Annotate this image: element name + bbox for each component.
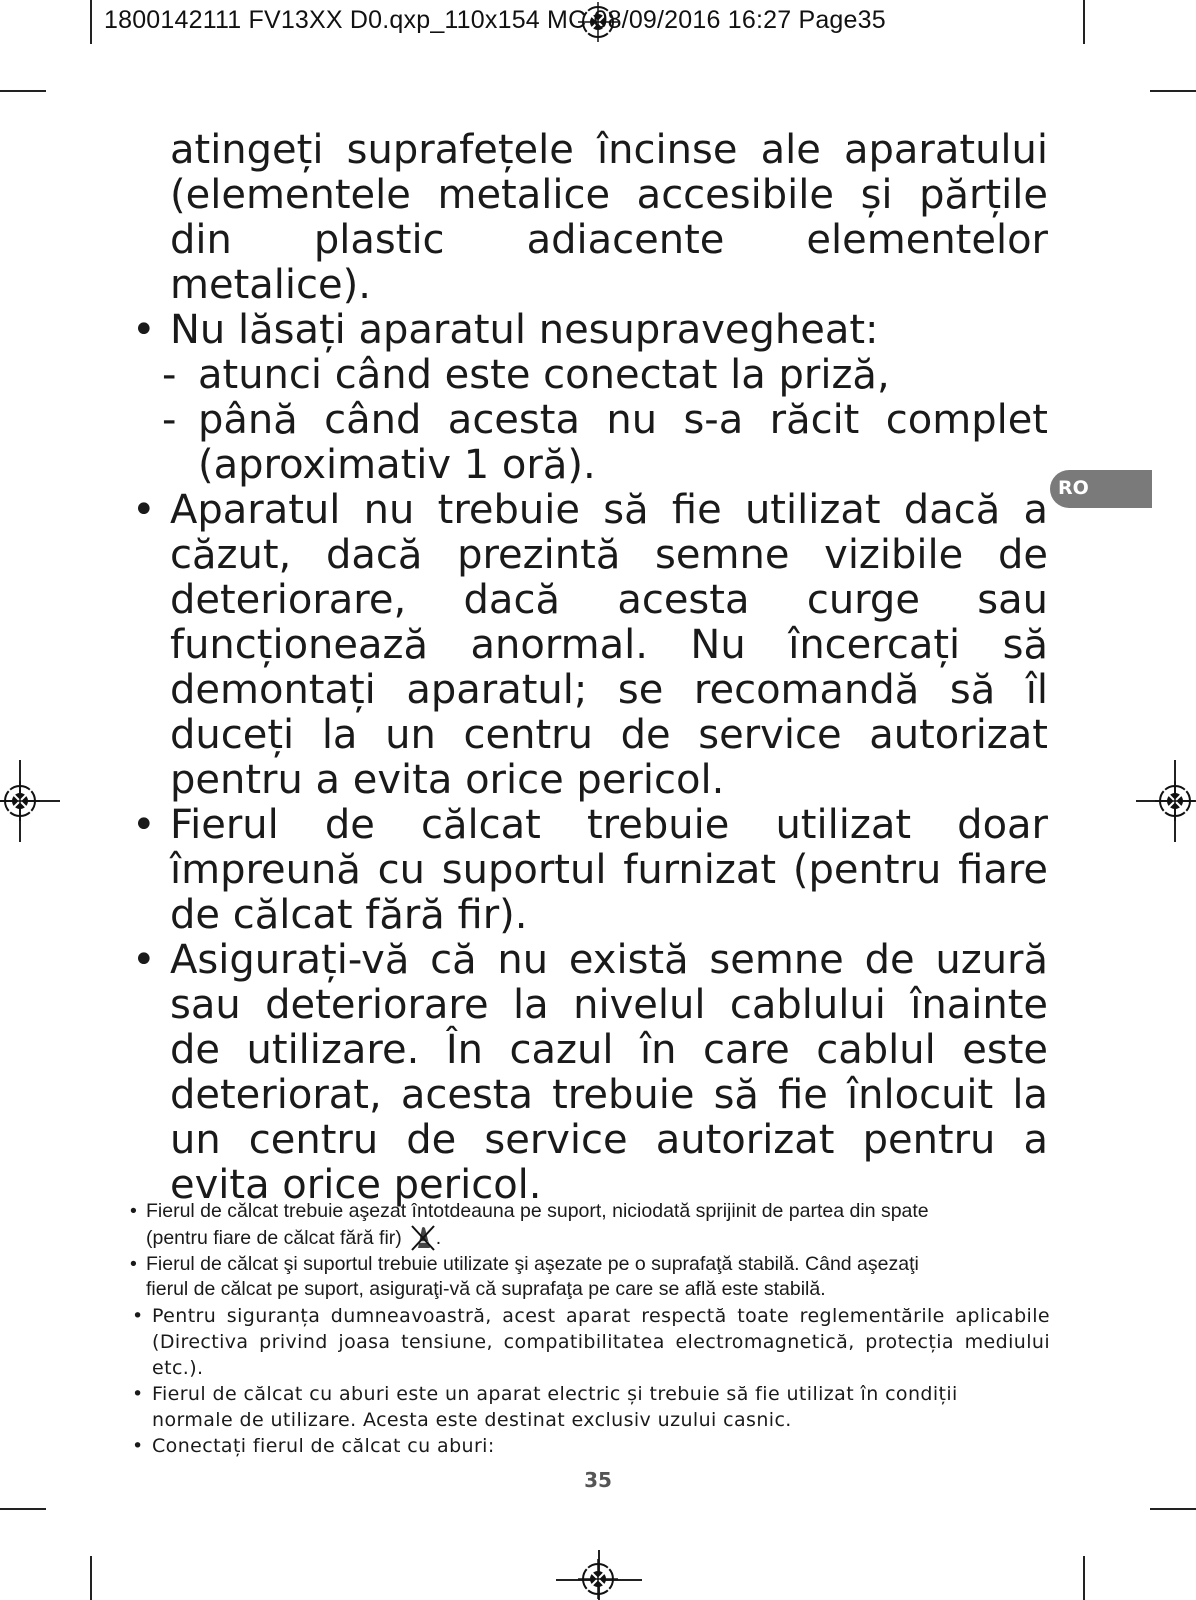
dash-marker: - [162, 352, 177, 398]
bullet-text: Fierul de călcat trebuie utilizat doar împreună cu suportul furnizat (pentru fiare de călcat fără fir). [170, 802, 1048, 938]
note-item [126, 1381, 1050, 1433]
note-item [126, 1303, 1050, 1381]
crop-mark [1083, 0, 1085, 44]
bullet-marker: • [130, 1253, 137, 1275]
crop-mark [1083, 1556, 1085, 1600]
note-item [126, 1433, 1050, 1459]
note-item [126, 1199, 1050, 1252]
language-tab [1050, 470, 1152, 508]
note-text: (pentru fiare de călcat fără fir) [146, 1227, 402, 1249]
bullet-item [126, 938, 1048, 1208]
note-text: Fierul de călcat trebuie aşezat întotdeauna pe suport, niciodată sprijinit de partea din spate [146, 1200, 929, 1222]
registration-mark-icon [1155, 781, 1195, 821]
bullet-marker: • [132, 802, 156, 848]
sub-item-text: atunci când este conectat la priză, [198, 352, 890, 398]
bullet-marker: • [130, 1200, 137, 1222]
note-text: Fierul de călcat cu aburi este un aparat electric și trebuie să fie utilizat în condiții [152, 1383, 958, 1405]
intro-paragraph: atingeți suprafețele încinse ale aparatului (elementele metalice accesibile și părțile din plastic adiacente elementelor metalice). [170, 127, 1048, 308]
main-body [126, 128, 1048, 1208]
sub-item [126, 353, 1048, 398]
note-text: Conectați fierul de călcat cu aburi: [152, 1435, 495, 1457]
note-text: normale de utilizare. Acesta este destinat exclusiv uzului casnic. [152, 1409, 792, 1431]
iron-upright-crossed-icon [410, 1224, 436, 1252]
bullet-text: Asigurați-vă că nu există semne de uzură sau deteriorare la nivelul cablului înainte de utilizare. În cazul în care cablul este deteriorat, acesta trebuie să fie înlocuit la un centru de service autorizat pentru a evita orice pericol. [170, 937, 1048, 1208]
bullet-item [126, 803, 1048, 938]
sub-item [126, 398, 1048, 488]
crop-mark [0, 90, 46, 92]
language-tab-label: RO [1058, 477, 1089, 499]
note-item [126, 1252, 1050, 1302]
bullet-marker: • [132, 1435, 144, 1457]
bullet-marker: • [132, 937, 156, 983]
crop-mark [1150, 1508, 1196, 1510]
bullet-text: Nu lăsați aparatul nesupravegheat: [170, 307, 879, 353]
dash-marker: - [162, 397, 177, 443]
bullet-marker: • [132, 307, 156, 353]
bullet-item [126, 488, 1048, 803]
registration-mark-icon [578, 1559, 618, 1599]
page-number: 35 [584, 1468, 612, 1492]
bullet-marker: • [132, 1383, 144, 1405]
notes-section [126, 1199, 1050, 1459]
crop-mark [90, 0, 92, 44]
print-slug: 1800142111 FV13XX D0.qxp_110x154 MC 08/09/2016 16:27 Page35 [104, 6, 886, 34]
note-text-end: . [435, 1227, 442, 1249]
sub-item-text: până când acesta nu s-a răcit complet (aproximativ 1 oră). [198, 397, 1048, 488]
crop-mark [1150, 90, 1196, 92]
crop-mark [90, 1556, 92, 1600]
note-text: fierul de călcat pe suport, asiguraţi-vă că suprafaţa pe care se află este stabilă. [146, 1278, 826, 1300]
note-text: Fierul de călcat şi suportul trebuie utilizate şi aşezate pe o suprafaţă stabilă. Când aşezaţi [146, 1253, 919, 1275]
bullet-item [126, 308, 1048, 353]
crop-mark [0, 1508, 46, 1510]
note-text: Pentru siguranța dumneavoastră, acest aparat respectă toate reglementările aplicabile (Directiva privind joasa tensiune, compatibilitatea electromagnetică, protecția mediului etc.). [152, 1305, 1050, 1379]
bullet-marker: • [132, 1305, 144, 1327]
bullet-marker: • [132, 487, 156, 533]
registration-mark-icon [0, 781, 40, 821]
bullet-text: Aparatul nu trebuie să fie utilizat dacă a căzut, dacă prezintă semne vizibile de deteriorare, dacă acesta curge sau funcționează anormal. Nu încercați să demontați aparatul; se recomandă să îl duceți la un centru de service autorizat pentru a evita orice pericol. [170, 487, 1048, 803]
